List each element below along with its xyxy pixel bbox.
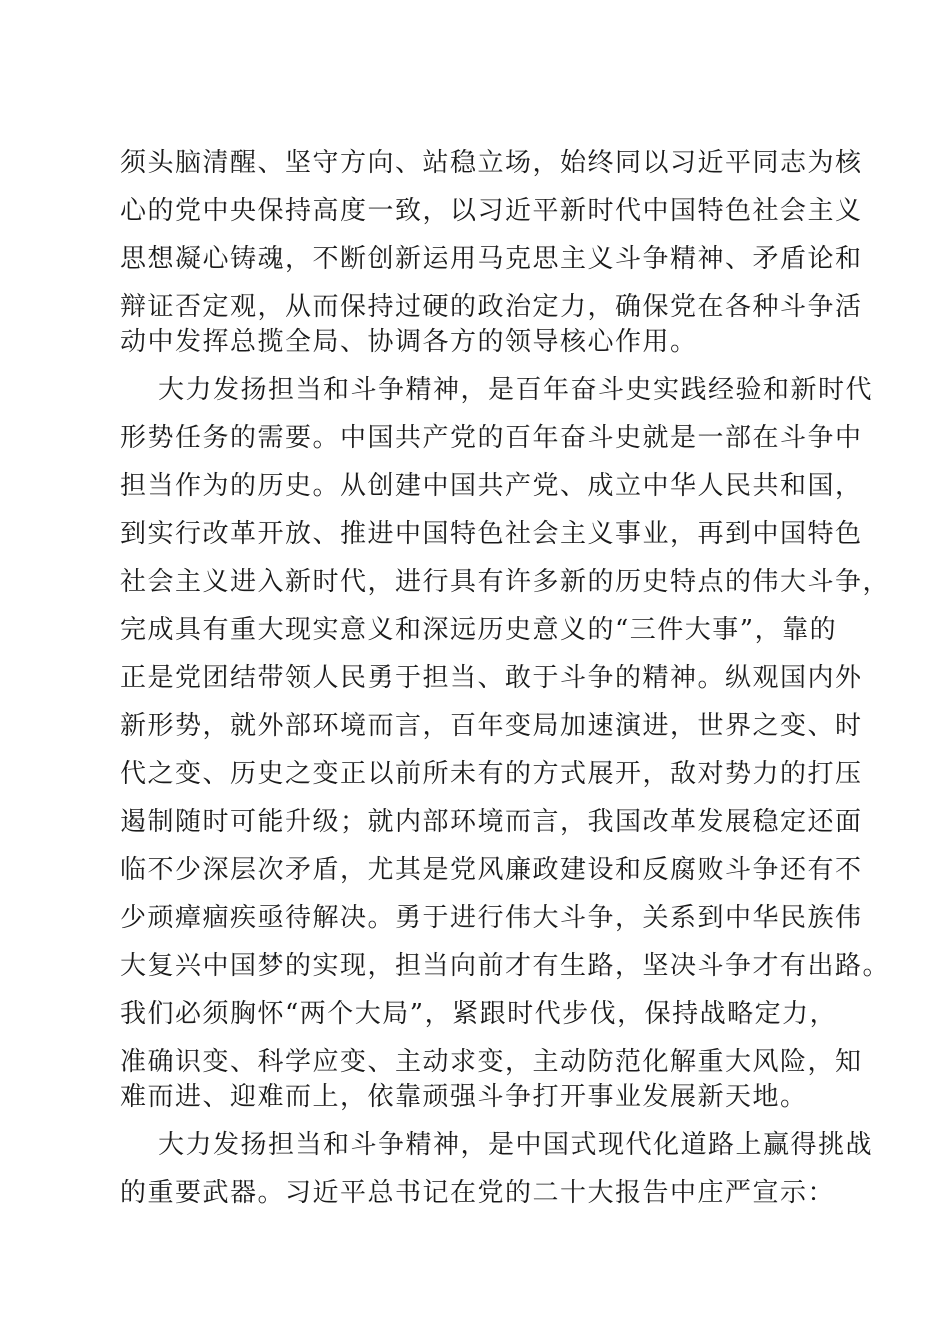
text-line: 少顽瘴痼疾亟待解决。勇于进行伟大斗争，关系到中华民族伟 — [120, 903, 863, 933]
text-line: 准确识变、科学应变、主动求变，主动防范化解重大风险，知 — [120, 1047, 863, 1077]
text-line: 担当作为的历史。从创建中国共产党、成立中华人民共和国， — [120, 471, 863, 501]
text-line: 遏制随时可能升级；就内部环境而言，我国改革发展稳定还面 — [120, 807, 863, 837]
text-line: 社会主义进入新时代，进行具有许多新的历史特点的伟大斗争， — [120, 567, 891, 597]
text-line: 心的党中央保持高度一致，以习近平新时代中国特色社会主义 — [120, 196, 863, 226]
text-line: 须头脑清醒、坚守方向、站稳立场，始终同以习近平同志为核 — [120, 148, 863, 178]
text-line: 的重要武器。习近平总书记在党的二十大报告中庄严宣示： — [120, 1178, 836, 1208]
text-line: 临不少深层次矛盾，尤其是党风廉政建设和反腐败斗争还有不 — [120, 855, 863, 885]
text-line: 难而进、迎难而上，依靠顽强斗争打开事业发展新天地。 — [120, 1082, 808, 1112]
text-line: 到实行改革开放、推进中国特色社会主义事业，再到中国特色 — [120, 519, 863, 549]
text-line: 辩证否定观，从而保持过硬的政治定力，确保党在各种斗争活 — [120, 292, 863, 322]
text-line: 大复兴中国梦的实现，担当向前才有生路，坚决斗争才有出路。 — [120, 951, 891, 981]
text-line: 完成具有重大现实意义和深远历史意义的“三件大事”，靠的 — [120, 615, 838, 645]
text-line: 形势任务的需要。中国共产党的百年奋斗史就是一部在斗争中 — [120, 423, 863, 453]
paragraph-first-line: 大力发扬担当和斗争精神，是百年奋斗史实践经验和新时代 — [158, 375, 874, 405]
paragraph-first-line: 大力发扬担当和斗争精神，是中国式现代化道路上赢得挑战 — [158, 1130, 874, 1160]
text-line: 正是党团结带领人民勇于担当、敢于斗争的精神。纵观国内外 — [120, 663, 863, 693]
text-line: 思想凝心铸魂，不断创新运用马克思主义斗争精神、矛盾论和 — [120, 244, 863, 274]
text-line: 代之变、历史之变正以前所未有的方式展开，敌对势力的打压 — [120, 759, 863, 789]
text-line: 动中发挥总揽全局、协调各方的领导核心作用。 — [120, 327, 698, 357]
text-line: 新形势，就外部环境而言，百年变局加速演进，世界之变、时 — [120, 711, 863, 741]
text-line: 我们必须胸怀“两个大局”，紧跟时代步伐，保持战略定力， — [120, 999, 838, 1029]
